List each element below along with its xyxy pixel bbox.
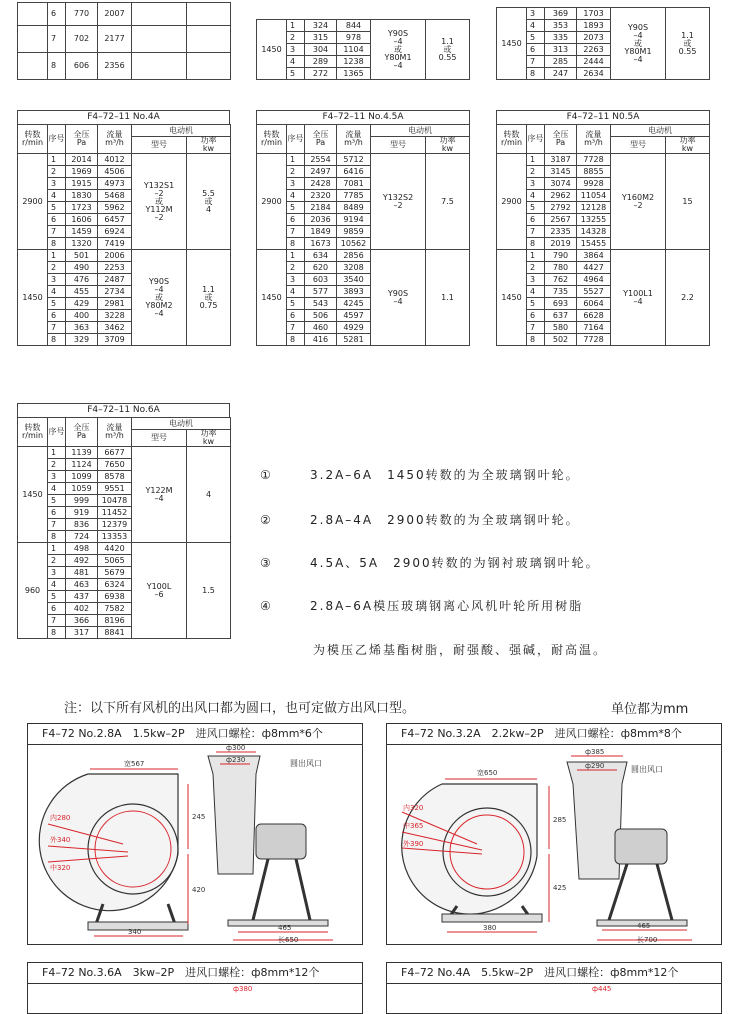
- drawing-title: F4–72 No.3.2A 2.2kw–2P 进风口螺栓：ф8mm*8个: [387, 724, 721, 745]
- table-row: 1450 1 324 844 Y90S –4 或 Y80M1 –4 1.1 或 0.55: [257, 20, 470, 32]
- speed-cell: 1450: [497, 8, 527, 80]
- table-row: 7 580 7164: [497, 322, 710, 334]
- dim-mid: 中365: [403, 822, 424, 830]
- table-row: 3 1915 4973: [18, 178, 231, 190]
- table-title: F4–72–11 N0.5A: [496, 110, 710, 124]
- dim-d1: ф300: [226, 744, 246, 752]
- table-row: 4 455 2734: [18, 286, 231, 298]
- drawing-no32a: [386, 723, 722, 945]
- spec-table-no5a: [496, 110, 710, 346]
- header-motor: 电动机: [611, 125, 710, 137]
- table-row: 8 2019 15455: [497, 238, 710, 250]
- table-row: 2 780 4427: [497, 262, 710, 274]
- speed-cell: 2900: [497, 154, 527, 250]
- table-row: 4 577 3893: [257, 286, 470, 298]
- header-motor: 电动机: [371, 125, 470, 137]
- dim-h1: 285: [553, 816, 567, 824]
- header-seq: 序号: [48, 418, 66, 447]
- table-row: 2900 1 2554 5712 Y132S2 –2 7.5: [257, 154, 470, 166]
- table-row: 4 463 6324: [18, 579, 231, 591]
- table-row: 6 2567 13255: [497, 214, 710, 226]
- unit-note: 单位都为mm: [611, 702, 689, 717]
- table-row: 6 506 4597: [257, 310, 470, 322]
- table-row: 6 919 11452: [18, 507, 231, 519]
- motor-power-cell: 1.1 或 0.55: [426, 20, 470, 80]
- table-row: 3 3074 9928: [497, 178, 710, 190]
- dim-length: 长700: [637, 936, 658, 944]
- header-model: 型号: [611, 137, 666, 154]
- note-3: ③ 4.5A、5A 2900转数的为钢衬玻璃钢叶轮。: [260, 556, 600, 570]
- table-row: 3 2428 7081: [257, 178, 470, 190]
- drawing-title: F4–72 No.4A 5.5kw–2P 进风口螺栓：ф8mm*12个: [387, 963, 721, 984]
- table-row: 5 999 10478: [18, 495, 231, 507]
- motor-power-cell: 1.1 或 0.75: [187, 250, 231, 346]
- header-power: 功率 kw: [187, 430, 231, 447]
- dim-outer: 外390: [403, 840, 424, 848]
- header-motor: 电动机: [132, 418, 231, 430]
- motor-model-cell: Y132S1 –2 或 Y112M –2: [132, 154, 187, 250]
- table-row: 5 2792 12128: [497, 202, 710, 214]
- motor-power-cell: 4: [187, 447, 231, 543]
- table-row: 7 836 12379: [18, 519, 231, 531]
- table-row: 1450 1 790 3864 Y100L1 –4 2.2: [497, 250, 710, 262]
- motor-power-cell: 5.5 或 4: [187, 154, 231, 250]
- table-row: 3 1099 8578: [18, 471, 231, 483]
- table-row: 5 429 2981: [18, 298, 231, 310]
- dim-motor: 465: [637, 922, 651, 930]
- table-row: 8 1673 10562: [257, 238, 470, 250]
- spec-table-no45a: [256, 110, 470, 346]
- table-row: 4 2320 7785: [257, 190, 470, 202]
- table-row: 8 329 3709: [18, 334, 231, 346]
- drawing-no28a: [27, 723, 363, 945]
- header-flow: 流量 m³/h: [337, 125, 371, 154]
- note-4: ④ 2.8A–6A模压玻璃钢离心风机叶轮所用树脂: [260, 599, 584, 613]
- header-flow: 流量 m³/h: [577, 125, 611, 154]
- table-title: F4–72–11 No.4.5A: [256, 110, 470, 124]
- header-speed: 转数 r/min: [257, 125, 287, 154]
- speed-cell: 960: [18, 543, 48, 639]
- table-row: 4 289 1238: [257, 56, 470, 68]
- table-row: 6 637 6628: [497, 310, 710, 322]
- table-row: 6 770 2007: [18, 3, 231, 26]
- table-row: 3 476 2487: [18, 274, 231, 286]
- note-1: ① 3.2A–6A 1450转数的为全玻璃钢叶轮。: [260, 468, 580, 482]
- table-row: 8 317 8841: [18, 627, 231, 639]
- spec-table-no4a: [17, 110, 230, 346]
- motor-model-cell: Y90S –4: [371, 250, 426, 346]
- table-row: 6 313 2263: [497, 44, 710, 56]
- table-row: 8 1320 7419: [18, 238, 231, 250]
- speed-cell: 2900: [257, 154, 287, 250]
- note-4-cont: 为模压乙烯基酯树脂，耐强酸、强碱，耐高温。: [313, 643, 608, 657]
- dim-d1: ф445: [592, 985, 612, 993]
- header-motor: 电动机: [132, 125, 231, 137]
- dim-length: 长650: [278, 936, 299, 944]
- header-power: 功率 kw: [426, 137, 470, 154]
- motor-model-cell: Y100L1 –4: [611, 250, 666, 346]
- table-row: 8 502 7728: [497, 334, 710, 346]
- table-row: 5 335 2073: [497, 32, 710, 44]
- header-speed: 转数 r/min: [18, 125, 48, 154]
- table-row: 5 2184 8489: [257, 202, 470, 214]
- header-model: 型号: [132, 430, 187, 447]
- motor-power-cell: 1.5: [187, 543, 231, 639]
- table-row: 8 247 2634: [497, 68, 710, 80]
- drawing-no36a: [27, 962, 363, 1014]
- header-model: 型号: [132, 137, 187, 154]
- header-model: 型号: [371, 137, 426, 154]
- table-row: 7 363 3462: [18, 322, 231, 334]
- table-row: 5 543 4245: [257, 298, 470, 310]
- dim-width: 宽650: [477, 769, 498, 777]
- speed-cell: 1450: [257, 250, 287, 346]
- table-row: 8 416 5281: [257, 334, 470, 346]
- table-row: 2 492 5065: [18, 555, 231, 567]
- table-row: 5 272 1365: [257, 68, 470, 80]
- table-title: F4–72–11 No.6A: [17, 403, 230, 417]
- motor-power-cell: 2.2: [666, 250, 710, 346]
- dim-h2: 425: [553, 884, 567, 892]
- top-table-c: [496, 7, 710, 80]
- table-row: 2 620 3208: [257, 262, 470, 274]
- table-row: 6 400 3228: [18, 310, 231, 322]
- dim-d2: ф230: [226, 756, 246, 764]
- dim-d1: ф380: [233, 985, 253, 993]
- dim-width: 宽567: [124, 760, 145, 768]
- motor-model-cell: Y160M2 –2: [611, 154, 666, 250]
- motor-model-cell: Y90S –4 或 Y80M1 –4: [371, 20, 426, 80]
- table-row: 6 402 7582: [18, 603, 231, 615]
- header-power: 功率 kw: [187, 137, 231, 154]
- header-seq: 序号: [287, 125, 305, 154]
- table-row: 1450 1 1139 6677 Y122M –4 4: [18, 447, 231, 459]
- dim-outer: 外340: [50, 836, 71, 844]
- fan-drawing: [387, 744, 721, 944]
- table-title: F4–72–11 No.4A: [17, 110, 230, 124]
- top-table-a: [17, 2, 231, 80]
- dim-base: 340: [128, 928, 142, 936]
- dim-h1: 245: [192, 813, 206, 821]
- table-row: 3 481 5679: [18, 567, 231, 579]
- header-pressure: 全压 Pa: [66, 125, 98, 154]
- table-row: 7 2335 14328: [497, 226, 710, 238]
- table-row: 4 735 5527: [497, 286, 710, 298]
- header-speed: 转数 r/min: [497, 125, 527, 154]
- motor-model-cell: Y122M –4: [132, 447, 187, 543]
- table-row: 5 437 6938: [18, 591, 231, 603]
- outlet-label: 圆出风口: [631, 765, 663, 774]
- speed-cell: 1450: [18, 250, 48, 346]
- table-row: 5 693 6064: [497, 298, 710, 310]
- motor-power-cell: 1.1: [426, 250, 470, 346]
- motor-power-cell: 1.1 或 0.55: [666, 8, 710, 80]
- outlet-label: 圆出风口: [290, 759, 322, 768]
- dim-d1: ф385: [585, 748, 605, 756]
- table-row: 7 285 2444: [497, 56, 710, 68]
- table-row: 2 490 2253: [18, 262, 231, 274]
- dim-mid: 中320: [50, 864, 71, 872]
- drawing-no4a: [386, 962, 722, 1014]
- drawing-title: F4–72 No.2.8A 1.5kw–2P 进风口螺栓：ф8mm*6个: [28, 724, 362, 745]
- table-row: 3 603 3540: [257, 274, 470, 286]
- header-flow: 流量 m³/h: [98, 125, 132, 154]
- speed-cell: 2900: [18, 154, 48, 250]
- table-row: 6 1606 6457: [18, 214, 231, 226]
- motor-model-cell: Y132S2 –2: [371, 154, 426, 250]
- table-row: 4 2962 11054: [497, 190, 710, 202]
- fan-drawing: [28, 744, 362, 944]
- dim-inner: 内320: [403, 804, 424, 812]
- drawing-title: F4–72 No.3.6A 3kw–2P 进风口螺栓：ф8mm*12个: [28, 963, 362, 984]
- table-row: 2 315 978: [257, 32, 470, 44]
- motor-model-cell: Y90S –4 或 Y80M1 –4: [611, 8, 666, 80]
- table-row: 7 1459 6924: [18, 226, 231, 238]
- motor-power-cell: 15: [666, 154, 710, 250]
- header-speed: 转数 r/min: [18, 418, 48, 447]
- table-row: 5 1723 5962: [18, 202, 231, 214]
- footnote: 注：以下所有风机的出风口都为圆口，也可定做方出风口型。: [64, 701, 416, 716]
- table-row: 4 1830 5468: [18, 190, 231, 202]
- top-table-b: [256, 19, 470, 80]
- table-row: 2 1969 4506: [18, 166, 231, 178]
- spec-table-no6a: [17, 403, 230, 639]
- table-row: 1450 1 634 2856 Y90S –4 1.1: [257, 250, 470, 262]
- speed-cell: 1450: [18, 447, 48, 543]
- table-row: 1450 3 369 1703 Y90S –4 或 Y80M1 –4 1.1 或 0.55: [497, 8, 710, 20]
- table-row: 8 724 13353: [18, 531, 231, 543]
- table-row: 2 1124 7650: [18, 459, 231, 471]
- table-row: 7 460 4929: [257, 322, 470, 334]
- note-2: ② 2.8A–4A 2900转数的为全玻璃钢叶轮。: [260, 513, 580, 527]
- header-pressure: 全压 Pa: [545, 125, 577, 154]
- table-row: 3 762 4964: [497, 274, 710, 286]
- table-row: 7 702 2177: [18, 26, 231, 53]
- dim-base: 380: [483, 924, 497, 932]
- table-row: 3 304 1104: [257, 44, 470, 56]
- header-seq: 序号: [48, 125, 66, 154]
- motor-model-cell: Y100L –6: [132, 543, 187, 639]
- table-row: 2 3145 8855: [497, 166, 710, 178]
- dim-inner: 内280: [50, 814, 71, 822]
- table-row: 2900 1 3187 7728 Y160M2 –2 15: [497, 154, 710, 166]
- table-row: 4 353 1893: [497, 20, 710, 32]
- speed-cell: 1450: [257, 20, 287, 80]
- table-row: 4 1059 9551: [18, 483, 231, 495]
- header-power: 功率 kw: [666, 137, 710, 154]
- motor-model-cell: Y90S –4 或 Y80M2 –4: [132, 250, 187, 346]
- dim-motor: 465: [278, 924, 292, 932]
- table-row: 1450 1 501 2006 Y90S –4 或 Y80M2 –4 1.1 或 0.75: [18, 250, 231, 262]
- table-row: 7 1849 9859: [257, 226, 470, 238]
- table-row: 6 2036 9194: [257, 214, 470, 226]
- motor-power-cell: 7.5: [426, 154, 470, 250]
- table-row: 8 606 2356: [18, 53, 231, 80]
- dim-h2: 420: [192, 886, 206, 894]
- table-row: 960 1 498 4420 Y100L –6 1.5: [18, 543, 231, 555]
- table-row: 2900 1 2014 4012 Y132S1 –2 或 Y112M –2 5.5 或 4: [18, 154, 231, 166]
- header-seq: 序号: [527, 125, 545, 154]
- header-pressure: 全压 Pa: [66, 418, 98, 447]
- speed-cell: 1450: [497, 250, 527, 346]
- table-row: 7 366 8196: [18, 615, 231, 627]
- table-row: 2 2497 6416: [257, 166, 470, 178]
- dim-d2: ф290: [585, 762, 605, 770]
- header-flow: 流量 m³/h: [98, 418, 132, 447]
- header-pressure: 全压 Pa: [305, 125, 337, 154]
